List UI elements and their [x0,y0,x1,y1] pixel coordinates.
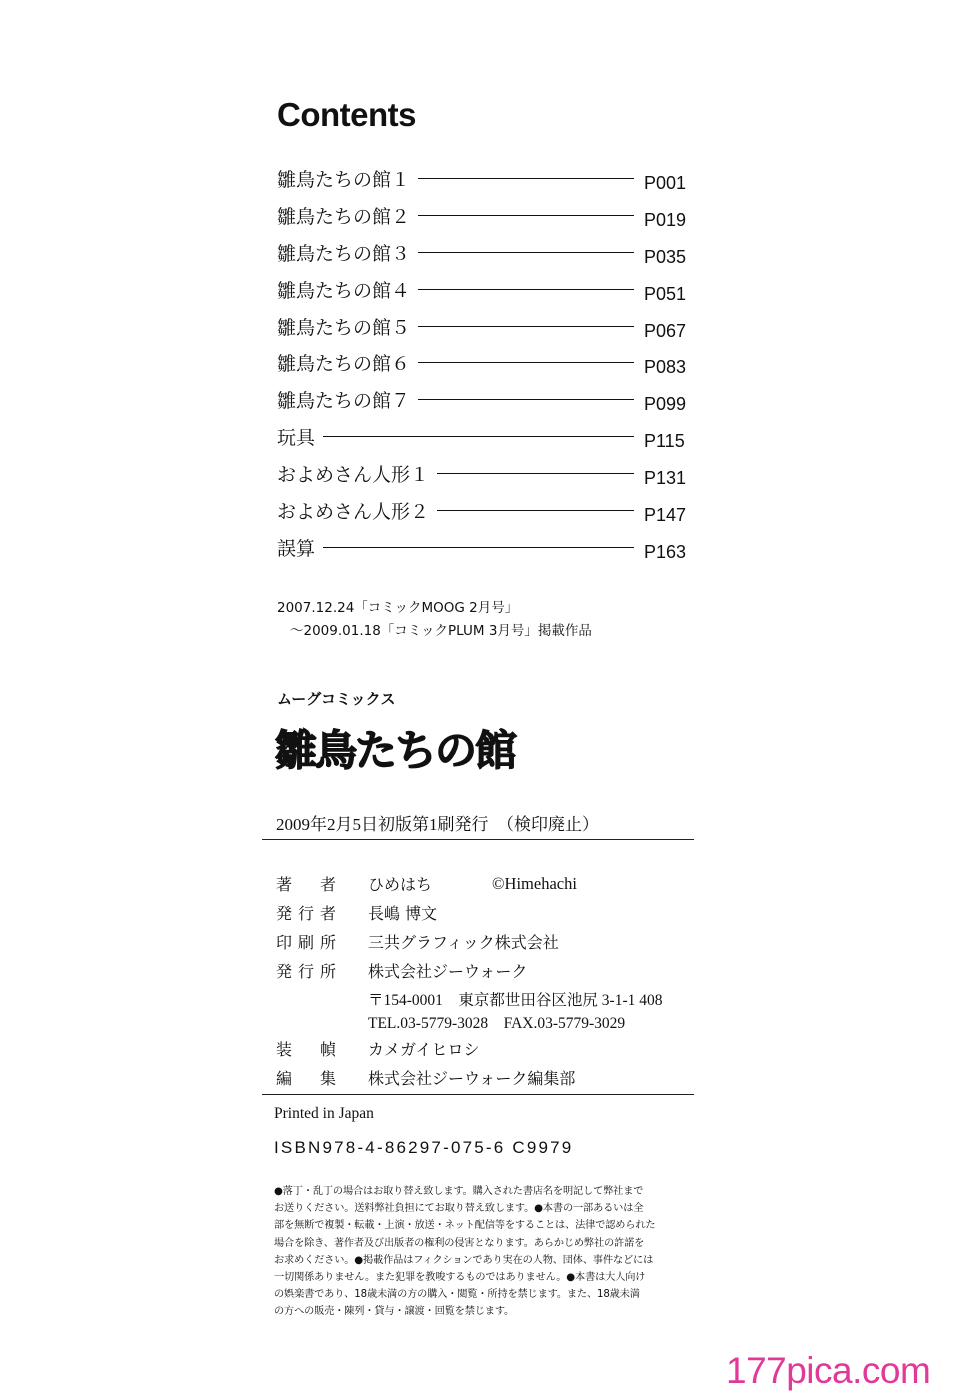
toc-page-number: P099 [644,394,687,415]
credit-author [276,872,706,901]
toc-row [277,344,692,381]
toc-row [277,418,692,455]
toc-label: 雛鳥たちの館１ [277,168,411,191]
credit-publisher [276,901,706,930]
publisher-phone: TEL.03-5779-3028 FAX.03-5779-3029 [368,1015,626,1032]
toc-row [277,271,692,308]
toc-leader-line [323,436,634,437]
notice-line: の方への販売・陳列・貸与・譲渡・回覧を禁じます。 [274,1306,515,1318]
toc-leader-line [418,399,634,400]
toc-page-number: P147 [644,504,687,525]
credit-house-key: 発行所 [276,962,336,981]
credit-printer [276,930,706,959]
toc-leader-line [418,289,634,290]
credit-editor [276,1066,706,1095]
toc-row [277,492,692,529]
credit-design-key: 装 幀 [276,1040,336,1059]
notice-line: ●落丁・乱丁の場合はお取り替え致します。購入された書店名を明記して弊社まで [274,1186,644,1197]
toc-leader-line [437,473,634,474]
notice-line: お送りください。送料弊社負担にてお取り替え致します。●本書の一部あるいは全 [274,1203,644,1215]
toc-leader-line [418,252,634,253]
toc-page-number: P115 [644,431,685,452]
toc-page-number: P051 [644,283,687,304]
divider-top [262,839,694,840]
toc-leader-line [323,547,634,548]
book-title: 雛鳥たちの館 [275,726,516,775]
credit-editor-key: 編 集 [276,1069,336,1088]
toc-page-number: P001 [644,172,687,193]
toc-page-number: P083 [644,357,687,378]
notice-line: の娯楽書であり、18歳未満の方の購入・閲覧・所持を禁じます。また、18歳未満 [274,1289,640,1301]
credit-author-copyright: ©Himehachi [492,874,577,893]
toc-leader-line [418,178,634,179]
toc-leader-line [418,215,634,216]
credit-house [276,959,706,988]
toc-label: 誤算 [277,537,316,560]
table-of-contents [277,160,692,566]
toc-leader-line [418,362,634,363]
credit-printer-value: 三共グラフィック株式会社 [368,933,559,952]
toc-row [277,308,692,345]
toc-label: 玩具 [277,427,316,450]
toc-page-number: P131 [644,468,687,489]
credit-editor-value: 株式会社ジーウォーク編集部 [368,1069,576,1088]
legal-notice [274,1183,688,1321]
isbn: ISBN978-4-86297-075-6 C9979 [274,1138,574,1157]
notice-line: 場合を除き、著作者及び出版者の権利の侵害となります。あらかじめ弊社の許諾を [274,1237,645,1249]
serialization-line-2: ～2009.01.18「コミックPLUM 3月号」掲載作品 [290,623,592,639]
credit-publisher-value: 長嶋 博文 [368,904,438,923]
toc-leader-line [437,510,634,511]
toc-page-number: P019 [644,209,687,230]
contents-title: Contents [277,96,416,133]
imprint-label: ムーグコミックス [277,690,396,708]
toc-row [277,197,692,234]
notice-line: 一切関係ありません。また犯罪を教唆するものではありません。●本書は大人向け [274,1272,646,1284]
credits-block [276,872,706,988]
publisher-address: 〒154-0001 東京都世田谷区池尻 3-1-1 408 [368,992,663,1009]
credit-author-value: ひめはち [368,875,433,894]
credit-design-value: カメガイヒロシ [368,1040,480,1059]
credit-author-key: 著 者 [276,875,336,894]
printed-in: Printed in Japan [274,1105,374,1122]
toc-label: およめさん人形１ [277,464,430,487]
toc-page-number: P067 [644,320,687,341]
toc-label: 雛鳥たちの館６ [277,353,411,376]
toc-label: 雛鳥たちの館７ [277,390,411,413]
notice-line: 部を無断で複製・転載・上演・放送・ネット配信等をすることは、法律で認められた [274,1220,656,1232]
toc-row [277,381,692,418]
toc-page-number: P035 [644,246,687,267]
notice-line: お求めください。●掲載作品はフィクションであり実在の人物、団体、事件などには [274,1254,654,1266]
toc-label: 雛鳥たちの館２ [277,205,411,228]
publication-date: 2009年2月5日初版第1刷発行 （検印廃止） [276,815,599,834]
credit-house-value: 株式会社ジーウォーク [368,962,528,981]
serialization-line-1: 2007.12.24「コミックMOOG 2月号」 [277,600,519,616]
toc-label: 雛鳥たちの館５ [277,316,411,339]
toc-row [277,455,692,492]
toc-leader-line [418,326,634,327]
toc-label: およめさん人形２ [277,500,430,523]
credits-block-2 [276,1037,706,1095]
credit-printer-key: 印刷所 [276,933,336,952]
watermark: 177pica.com [726,1350,931,1391]
credit-publisher-key: 発行者 [276,904,336,923]
toc-label: 雛鳥たちの館４ [277,279,411,302]
credit-design [276,1037,706,1066]
toc-page-number: P163 [644,541,687,562]
toc-row [277,160,692,197]
toc-row [277,529,692,566]
toc-label: 雛鳥たちの館３ [277,242,411,265]
toc-row [277,234,692,271]
